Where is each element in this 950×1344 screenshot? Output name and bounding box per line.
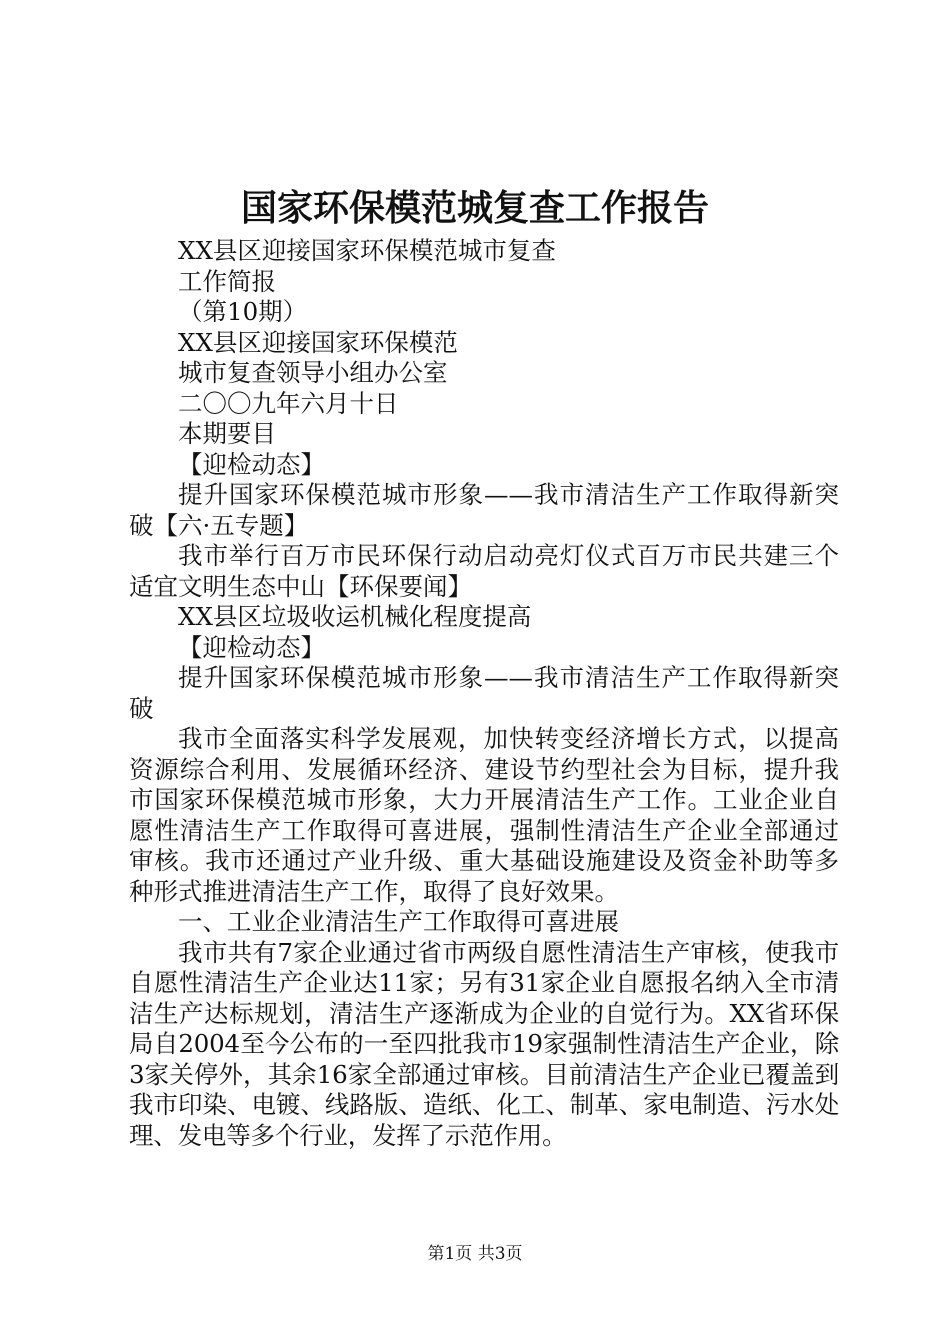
document-title: 国家环保模范城复查工作报告 bbox=[240, 187, 709, 229]
issue-date-line: 二〇〇九年六月十日 bbox=[178, 388, 399, 418]
contents-item-2: 我市举行百万市民环保行动启动亮灯仪式百万市民共建三个适宜文明生态中山【环保要闻】 bbox=[129, 541, 839, 601]
bulletin-type-line: 工作简报 bbox=[178, 266, 276, 296]
issuer-line-2: 城市复查领导小组办公室 bbox=[178, 358, 448, 387]
issue-number-line: （第10期） bbox=[178, 297, 308, 326]
document-body bbox=[129, 236, 839, 1151]
contents-section-tag: 【迎检动态】 bbox=[178, 449, 325, 479]
bulletin-header-line: XX县区迎接国家环保模范城市复查 bbox=[178, 236, 556, 265]
article-paragraph-1: 我市共有7家企业通过省市两级自愿性清洁生产审核，使我市自愿性清洁生产企业达11家；另有31家企业自愿报名纳入全市清洁生产达标规划，清洁生产逐渐成为企业的自觉行为。XX省环保局自2004至今公布的一至四批我市19家强制性清洁生产企业，除3家关停外，其余16家全部通过审核。目前清洁生产企业已覆盖到我市印染、电镀、线路版、造纸、化工、制革、家电制造、污水处理、发电等多个行业，发挥了示范作用。 bbox=[129, 937, 839, 1150]
section-tag: 【迎检动态】 bbox=[178, 632, 325, 662]
article-heading-1: 一、工业企业清洁生产工作取得可喜进展 bbox=[178, 907, 619, 936]
contents-item-3: XX县区垃圾收运机械化程度提高 bbox=[178, 602, 532, 631]
contents-heading: 本期要目 bbox=[178, 419, 276, 448]
contents-item-1: 提升国家环保模范城市形象——我市清洁生产工作取得新突破【六·五专题】 bbox=[129, 480, 839, 540]
article-intro-paragraph: 我市全面落实科学发展观，加快转变经济增长方式，以提高资源综合利用、发展循环经济、建设节约型社会为目标，提升我市国家环保模范城市形象，大力开展清洁生产工作。工业企业自愿性清洁生产工作取得可喜进展，强制性清洁生产企业全部通过审核。我市还通过产业升级、重大基础设施建设及资金补助等多种形式推进清洁生产工作，取得了良好效果。 bbox=[129, 724, 839, 906]
article-title: 提升国家环保模范城市形象——我市清洁生产工作取得新突破 bbox=[129, 663, 839, 723]
issuer-line-1: XX县区迎接国家环保模范 bbox=[178, 327, 458, 357]
page-footer: 第1页 共3页 bbox=[427, 1244, 523, 1264]
